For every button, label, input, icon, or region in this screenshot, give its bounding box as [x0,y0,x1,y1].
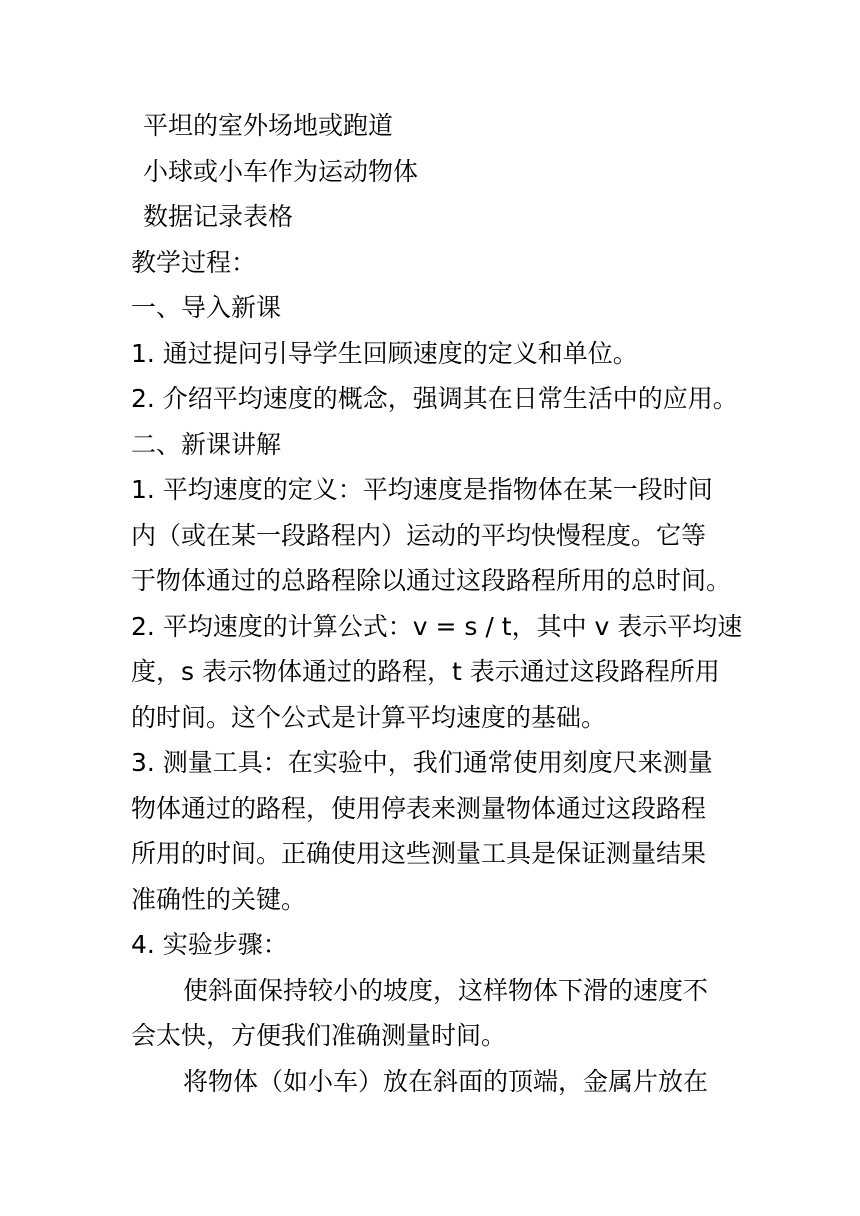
lesson-item-3-line-1: 3. 测量工具：在实验中，我们通常使用刻度尺来测量 [131,748,713,777]
lesson-item-1-line-1: 1. 平均速度的定义：平均速度是指物体在某一段时间 [131,475,713,504]
section-heading-introduction: 一、导入新课 [131,293,282,322]
intro-item-1: 1. 通过提问引导学生回顾速度的定义和单位。 [131,338,638,368]
section-heading-new-lesson: 二、新课讲解 [131,429,282,459]
material-item-field: 平坦的室外场地或跑道 [143,111,394,140]
lesson-item-1-line-3: 于物体通过的总路程除以通过这段路程所用的总时间。 [131,566,732,595]
document-body [131,103,751,1104]
section-heading-teaching-process: 教学过程： [131,247,257,277]
lesson-item-4-heading: 4. 实验步骤： [131,930,288,959]
lesson-item-3-line-2: 物体通过的路程，使用停表来测量物体通过这段路程 [131,793,707,823]
lesson-item-2-line-3: 的时间。这个公式是计算平均速度的基础。 [131,702,607,732]
material-item-data-table: 数据记录表格 [143,202,294,231]
lesson-item-3-line-3: 所用的时间。正确使用这些测量工具是保证测量结果 [131,839,707,868]
material-item-ball-or-cart: 小球或小车作为运动物体 [143,156,419,186]
step-paragraph-1-line-1: 使斜面保持较小的坡度，这样物体下滑的速度不 [183,975,709,1005]
intro-item-2: 2. 介绍平均速度的概念，强调其在日常生活中的应用。 [131,384,738,413]
lesson-item-1-line-2: 内（或在某一段路程内）运动的平均快慢程度。它等 [131,520,707,550]
lesson-item-2-line-2: 度，s 表示物体通过的路程，t 表示通过这段路程所用 [131,657,720,686]
step-paragraph-1-line-2: 会太快，方便我们准确测量时间。 [131,1021,507,1050]
lesson-item-2-line-1: 2. 平均速度的计算公式：v = s / t，其中 v 表示平均速 [131,611,743,641]
step-paragraph-2-line-1: 将物体（如小车）放在斜面的顶端，金属片放在 [183,1066,709,1096]
lesson-item-3-line-4: 准确性的关键。 [131,884,307,914]
